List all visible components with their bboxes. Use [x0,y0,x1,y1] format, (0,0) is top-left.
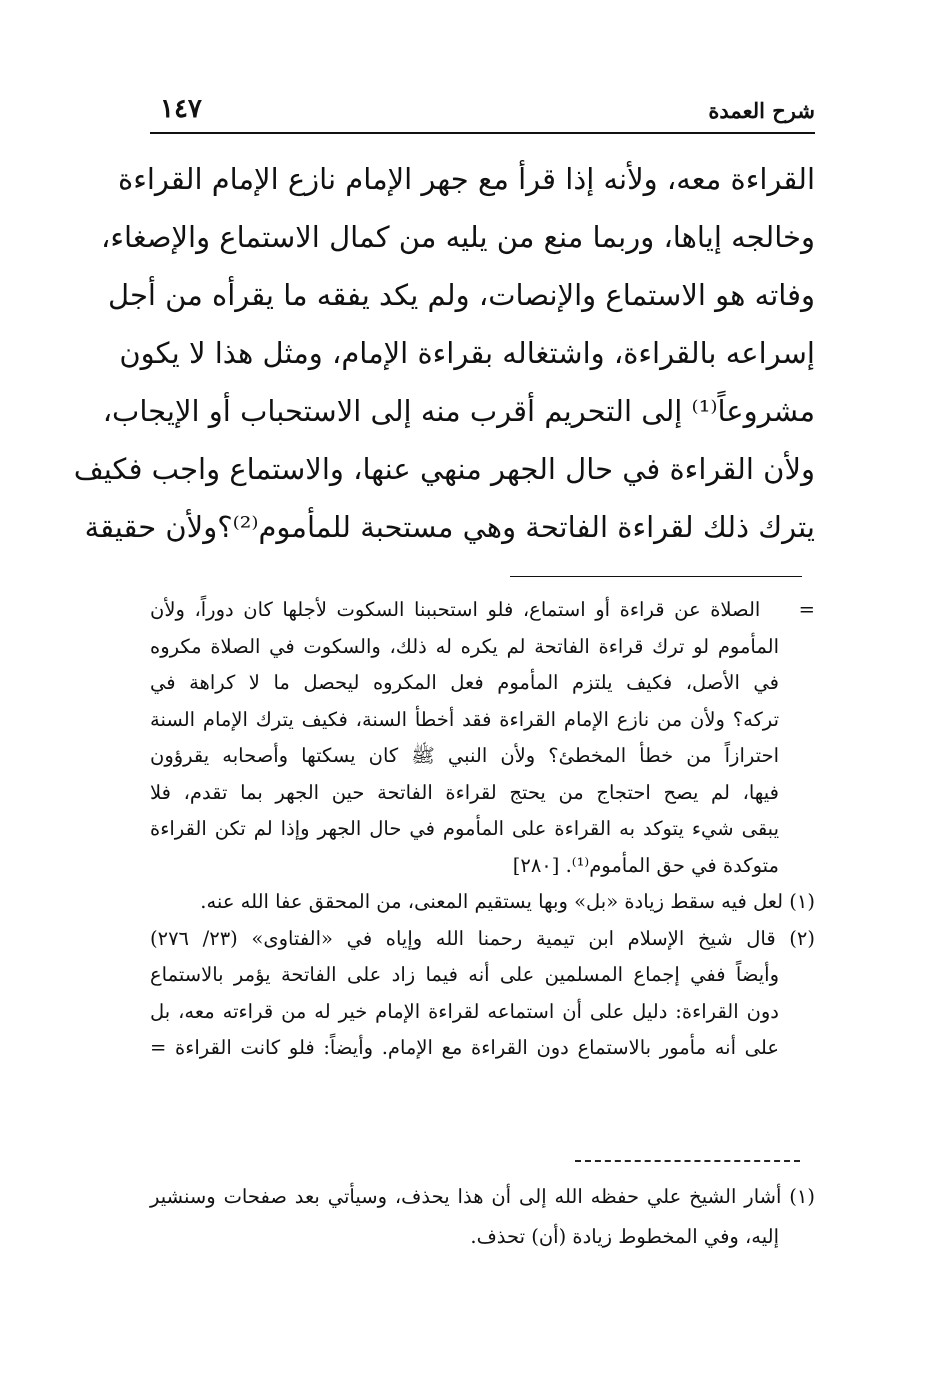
footnote-continued-line: فيها، لم يصح احتجاج من يحتج لقراءة الفاتحة حين الجهر بما تقدم، فلا [150,780,779,804]
main-text-line: ولأن القراءة في حال الجهر منهي عنها، والاستماع واجب فكيف [73,452,815,486]
footnote-separator [510,576,802,577]
footnote-continued-line: في الأصل، فكيف يلتزم المأموم فعل المكروه ليحصل ما لا كراهة في [150,671,779,694]
original-footnote-1: (١) أشار الشيخ علي حفظه الله إلى أن هذا يحذف، وسيأتي بعد صفحات وسنشير [150,1185,815,1208]
footnote-continued-line: متوكدة في حق المأموم⁽¹⁾. [٢٨٠] [512,853,779,877]
footnote-2-line: وأيضاً ففي إجماع المسلمين على أنه فيما زاد على الفاتحة يؤمر بالاستماع [150,963,779,986]
main-text-line: القراءة معه، ولأنه إذا قرأ مع جهر الإمام نازع الإمام القراءة [118,162,815,196]
footnote-continued-line: تركه؟ ولأن من نازع الإمام القراءة فقد أخطأ السنة، فكيف يترك الإمام السنة [150,707,779,731]
main-text-line: يترك ذلك لقراءة الفاتحة وهي مستحبة للمأموم⁽²⁾؟ولأن حقيقة [84,510,815,544]
main-text [73,150,815,556]
footnote-continued-line: يبقى شيء يتوكد به القراءة على المأموم في حال الجهر وإذا لم تكن القراءة [150,817,779,840]
footnote-2: (٢) قال شيخ الإسلام ابن تيمية رحمنا الله وإياه في «الفتاوى» (٢٣/ ٢٧٦) [150,926,815,950]
footnote-continued-line: المأموم لو ترك قراءة الفاتحة لم يكره له ذلك، والسكوت في الصلاة مكروه [150,634,779,658]
header-rule [150,132,815,134]
footnotes-section [150,592,815,1067]
continuation-marker: = [798,598,815,621]
original-footnote-1-line: إليه، وفي المخطوط زيادة (أن) تحذف. [470,1225,779,1248]
footnote-text: الصلاة عن قراءة أو استماع، فلو استحببنا السكوت لأجلها كان دوراً، ولأن [150,598,761,621]
dashed-separator [575,1160,800,1162]
footnote-2-line: دون القراءة: دليل على أن استماعه لقراءة الإمام خير له من قراءته معه، بل [150,999,779,1023]
main-text-line: وخالجه إياها، وربما منع من يليه من كمال الاستماع والإصغاء، [101,220,815,254]
page-header [150,92,815,132]
footnote-2-line: على أنه مأمور بالاستماع دون القراءة مع الإمام. وأيضاً: فلو كانت القراءة = [150,1036,779,1059]
footnote-1: (١) لعل فيه سقط زيادة «بل» وبها يستقيم المعنى، من المحقق عفا الله عنه. [200,890,815,913]
main-text-line: وفاته هو الاستماع والإنصات، ولم يكد يفقه ما يقرأه من أجل [108,278,815,312]
original-footnotes-section [150,1177,815,1257]
footnote-continued-line: احترازاً من خطأ المخطئ؟ ولأن النبي ﷺ كان يسكتها وأصحابه يقرؤون [150,744,779,767]
main-text-line: إسراعه بالقراءة، واشتغاله بقراءة الإمام، ومثل هذا لا يكون [119,336,815,370]
footnote-continued-line [150,592,815,629]
running-title: شرح العمدة [708,98,815,123]
page-number: ١٤٧ [160,94,202,124]
main-text-line: مشروعاً⁽¹⁾ إلى التحريم أقرب منه إلى الاستحباب أو الإيجاب، [102,394,815,428]
